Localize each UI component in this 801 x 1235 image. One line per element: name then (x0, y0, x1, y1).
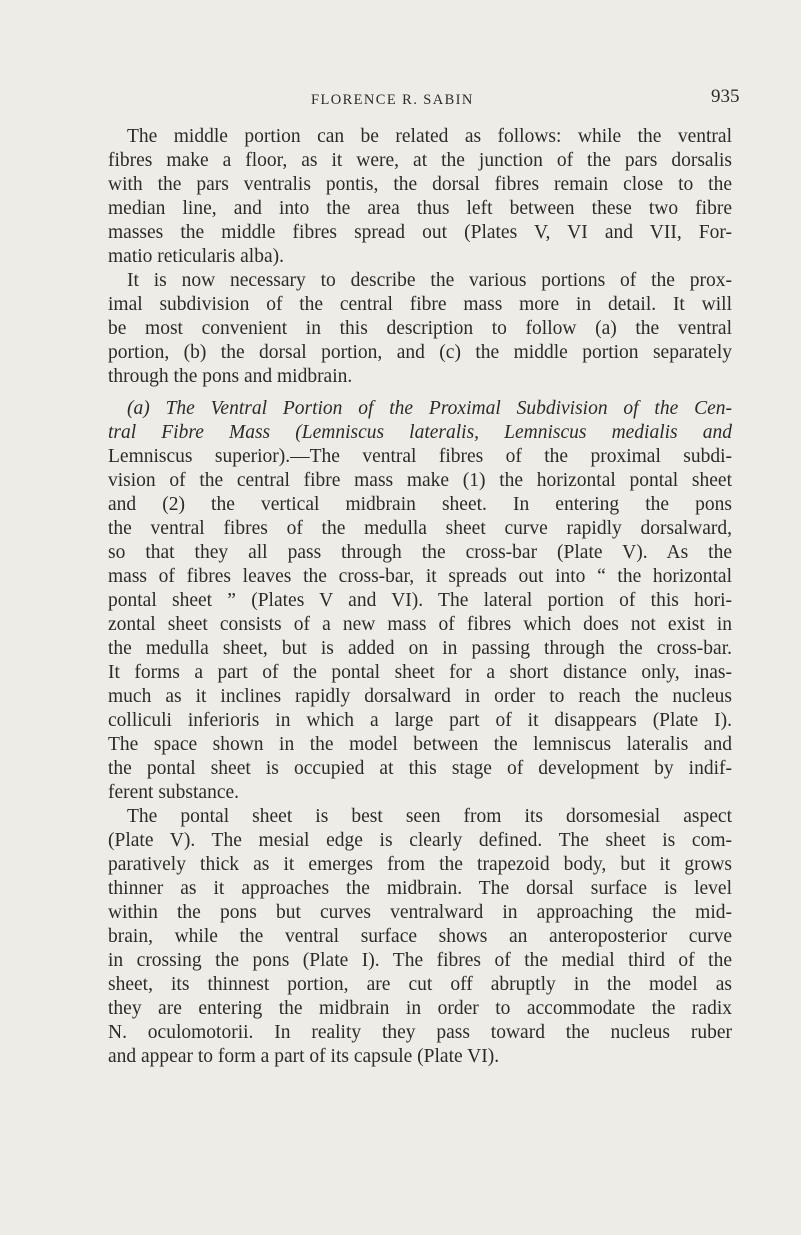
text-line: sheet, its thinnest portion, are cut off abruptly in the model as (108, 974, 732, 995)
text-line: matio reticularis alba). (108, 246, 284, 267)
text-line: the ventral fibres of the medulla sheet curve rapidly dorsalward, (108, 518, 732, 539)
text-line: The pontal sheet is best seen from its dorsomesial aspect (127, 806, 732, 827)
text-line: be most convenient in this description to follow (a) the ventral (108, 318, 732, 339)
text-line: and appear to form a part of its capsule (Plate VI). (108, 1046, 500, 1067)
text-line: colliculi inferioris in which a large part of it disappears (Plate I). (108, 710, 732, 731)
text-line: vision of the central fibre mass make (1) the horizontal pontal sheet (108, 470, 732, 491)
text-line: mass of fibres leaves the cross-bar, it spreads out into “ the horizontal (108, 566, 732, 587)
text-line: (Plate V). The mesial edge is clearly defined. The sheet is com- (108, 830, 732, 851)
text-line: within the pons but curves ventralward in approaching the mid- (108, 902, 732, 923)
text-line: pontal sheet ” (Plates V and VI). The lateral portion of this hori- (108, 590, 732, 611)
text-line: much as it inclines rapidly dorsalward in order to reach the nucleus (108, 686, 732, 707)
text-line: ferent substance. (108, 782, 240, 803)
text-line: It is now necessary to describe the various portions of the prox- (127, 270, 732, 291)
text-line: The middle portion can be related as follows: while the ventral (127, 126, 732, 147)
text-line: through the pons and midbrain. (108, 366, 353, 387)
text-line: median line, and into the area thus left between these two fibre (108, 198, 732, 219)
section-heading-line: tral Fibre Mass (Lemniscus lateralis, Lemniscus medialis and (108, 422, 732, 443)
page-number: 935 (711, 86, 740, 107)
text-line: zontal sheet consists of a new mass of fibres which does not exist in (108, 614, 732, 635)
text-line: The space shown in the model between the lemniscus lateralis and (108, 734, 732, 755)
text-line: in crossing the pons (Plate I). The fibres of the medial third of the (108, 950, 732, 971)
text-line: the pontal sheet is occupied at this stage of development by indif- (108, 758, 732, 779)
text-line: paratively thick as it emerges from the trapezoid body, but it grows (108, 854, 732, 875)
text-line: thinner as it approaches the midbrain. The dorsal surface is level (108, 878, 732, 899)
text-line: masses the middle fibres spread out (Plates V, VI and VII, For- (108, 222, 732, 243)
text-line: they are entering the midbrain in order to accommodate the radix (108, 998, 732, 1019)
text-line: with the pars ventralis pontis, the dorsal fibres remain close to the (108, 174, 732, 195)
text-line: brain, while the ventral surface shows an anteroposterior curve (108, 926, 732, 947)
text-line: so that they all pass through the cross-bar (Plate V). As the (108, 542, 732, 563)
text-line: Lemniscus superior).—The ventral fibres of the proximal subdi- (108, 446, 732, 467)
section-heading-line: (a) The Ventral Portion of the Proximal Subdivision of the Cen- (127, 398, 732, 419)
text-line: the medulla sheet, but is added on in passing through the cross-bar. (108, 638, 732, 659)
text-line: It forms a part of the pontal sheet for a short distance only, inas- (108, 662, 732, 683)
running-head: FLORENCE R. SABIN (311, 92, 474, 108)
text-line: portion, (b) the dorsal portion, and (c) the middle portion separately (108, 342, 732, 363)
text-line: imal subdivision of the central fibre mass more in detail. It will (108, 294, 732, 315)
text-line: and (2) the vertical midbrain sheet. In entering the pons (108, 494, 732, 515)
text-line: N. oculomotorii. In reality they pass toward the nucleus ruber (108, 1022, 732, 1043)
text-line: fibres make a floor, as it were, at the junction of the pars dorsalis (108, 150, 732, 171)
